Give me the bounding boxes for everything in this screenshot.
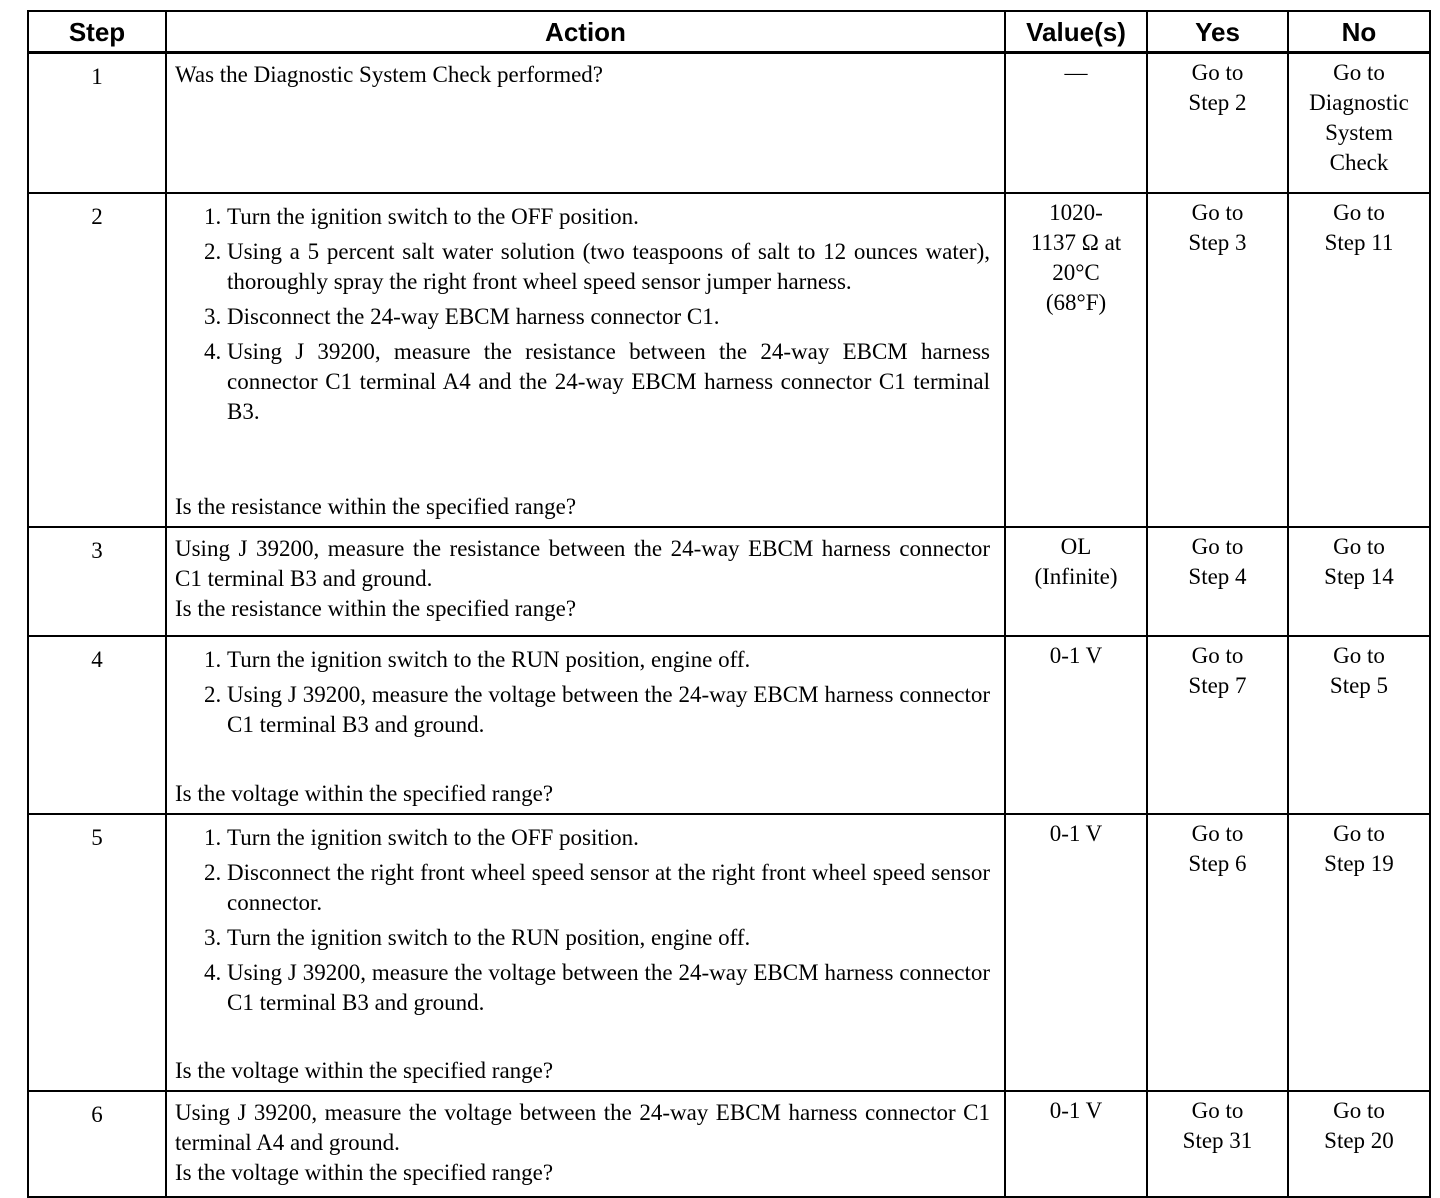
table-row [28,636,1430,814]
yes-line: Go to [1191,534,1244,559]
yes-line: Step 31 [1182,1128,1253,1153]
yes-cell [1147,53,1288,194]
no-cell [1288,193,1430,527]
value-cell [1005,1091,1147,1197]
action-cell [166,1091,1005,1197]
action-step: 1. Turn the ignition switch to the OFF position. [227,823,990,853]
action-question: Is the resistance within the specified range? [175,494,577,519]
no-cell [1288,636,1430,814]
action-step: 3. Disconnect the 24-way EBCM harness connector C1. [227,302,990,332]
no-cell [1288,1091,1430,1197]
action-question: Is the resistance within the specified range? [175,596,577,621]
header-row [28,11,1430,53]
action-cell [166,527,1005,636]
yes-line: Go to [1191,1098,1244,1123]
yes-cell [1147,527,1288,636]
step-number: 5 [28,814,166,1091]
diagnostic-table [27,10,1431,1198]
no-cell [1288,814,1430,1091]
yes-line: Go to [1191,821,1244,846]
no-line: Step 14 [1324,564,1394,589]
yes-cell [1147,636,1288,814]
step-number: 6 [28,1091,166,1197]
action-step: 2. Disconnect the right front wheel speed sensor at the right front wheel speed sensor connector. [227,858,990,918]
value-line: 0-1 V [1049,643,1103,668]
header-step: Step [28,11,166,53]
table-row [28,193,1430,527]
yes-line: Step 6 [1188,851,1247,876]
action-step: 4. Using J 39200, measure the voltage between the 24-way EBCM harness connector C1 terminal B3 and ground. [227,958,990,1018]
action-step: 1. Turn the ignition switch to the RUN position, engine off. [227,645,990,675]
yes-line: Step 7 [1188,673,1247,698]
value-cell [1005,193,1147,527]
step-number: 4 [28,636,166,814]
action-question: Is the voltage within the specified range? [175,781,554,806]
value-cell [1005,814,1147,1091]
table-row [28,527,1430,636]
header-values: Value(s) [1005,11,1147,53]
value-line: 0-1 V [1049,821,1103,846]
step-number: 1 [28,53,166,194]
yes-line: Step 3 [1188,230,1247,255]
action-cell [166,53,1005,194]
action-text: Was the Diagnostic System Check performed? [175,62,604,87]
step-number: 3 [28,527,166,636]
action-question: Is the voltage within the specified range? [175,1160,554,1185]
diagnostic-table-page [27,10,1431,1198]
value-line: — [1064,60,1088,85]
no-line: Go to [1333,643,1385,668]
action-steps [175,645,990,745]
yes-line: Step 4 [1188,564,1247,589]
no-line: Diagnostic [1309,90,1409,115]
value-cell [1005,53,1147,194]
table-row [28,814,1430,1091]
header-action: Action [166,11,1005,53]
no-line: Step 20 [1324,1128,1394,1153]
yes-line: Step 2 [1188,90,1247,115]
header-yes: Yes [1147,11,1288,53]
action-steps [175,202,990,432]
action-step: 3. Turn the ignition switch to the RUN position, engine off. [227,923,990,953]
value-line: 1020- [1049,200,1103,225]
yes-line: Go to [1191,643,1244,668]
no-line: System [1325,120,1393,145]
value-line: (Infinite) [1034,564,1118,589]
no-line: Step 11 [1324,230,1394,255]
value-line: OL [1060,534,1092,559]
action-text: Using J 39200, measure the voltage between the 24-way EBCM harness connector C1 terminal A4 and ground. [175,1100,990,1155]
no-line: Step 19 [1324,851,1394,876]
header-no: No [1288,11,1430,53]
no-line: Check [1329,150,1389,175]
action-step: 2. Using a 5 percent salt water solution (two teaspoons of salt to 12 ounces water), thoroughly spray the right front wheel speed sensor jumper harness. [227,237,990,297]
action-question: Is the voltage within the specified range? [175,1058,554,1083]
action-cell [166,193,1005,527]
no-cell [1288,53,1430,194]
action-text: Using J 39200, measure the resistance between the 24-way EBCM harness connector C1 terminal B3 and ground. [175,536,990,591]
value-line: 0-1 V [1049,1098,1103,1123]
value-line: (68°F) [1045,290,1107,315]
yes-cell [1147,1091,1288,1197]
no-line: Go to [1333,534,1385,559]
yes-line: Go to [1191,60,1244,85]
value-cell [1005,527,1147,636]
yes-line: Go to [1191,200,1244,225]
value-line: 20°C [1052,260,1100,285]
no-line: Go to [1333,1098,1385,1123]
table-row [28,53,1430,194]
value-cell [1005,636,1147,814]
no-line: Go to [1333,200,1385,225]
no-cell [1288,527,1430,636]
action-step: 1. Turn the ignition switch to the OFF position. [227,202,990,232]
no-line: Go to [1333,821,1385,846]
action-cell [166,814,1005,1091]
action-step: 2. Using J 39200, measure the voltage between the 24-way EBCM harness connector C1 terminal B3 and ground. [227,680,990,740]
table-row [28,1091,1430,1197]
no-line: Go to [1333,60,1385,85]
yes-cell [1147,193,1288,527]
yes-cell [1147,814,1288,1091]
no-line: Step 5 [1329,673,1389,698]
action-steps [175,823,990,1023]
action-cell [166,636,1005,814]
action-step: 4. Using J 39200, measure the resistance between the 24-way EBCM harness connector C1 terminal A4 and the 24-way EBCM harness connector C1 terminal B3. [227,337,990,427]
value-line: 1137 Ω at [1030,230,1122,255]
step-number: 2 [28,193,166,527]
